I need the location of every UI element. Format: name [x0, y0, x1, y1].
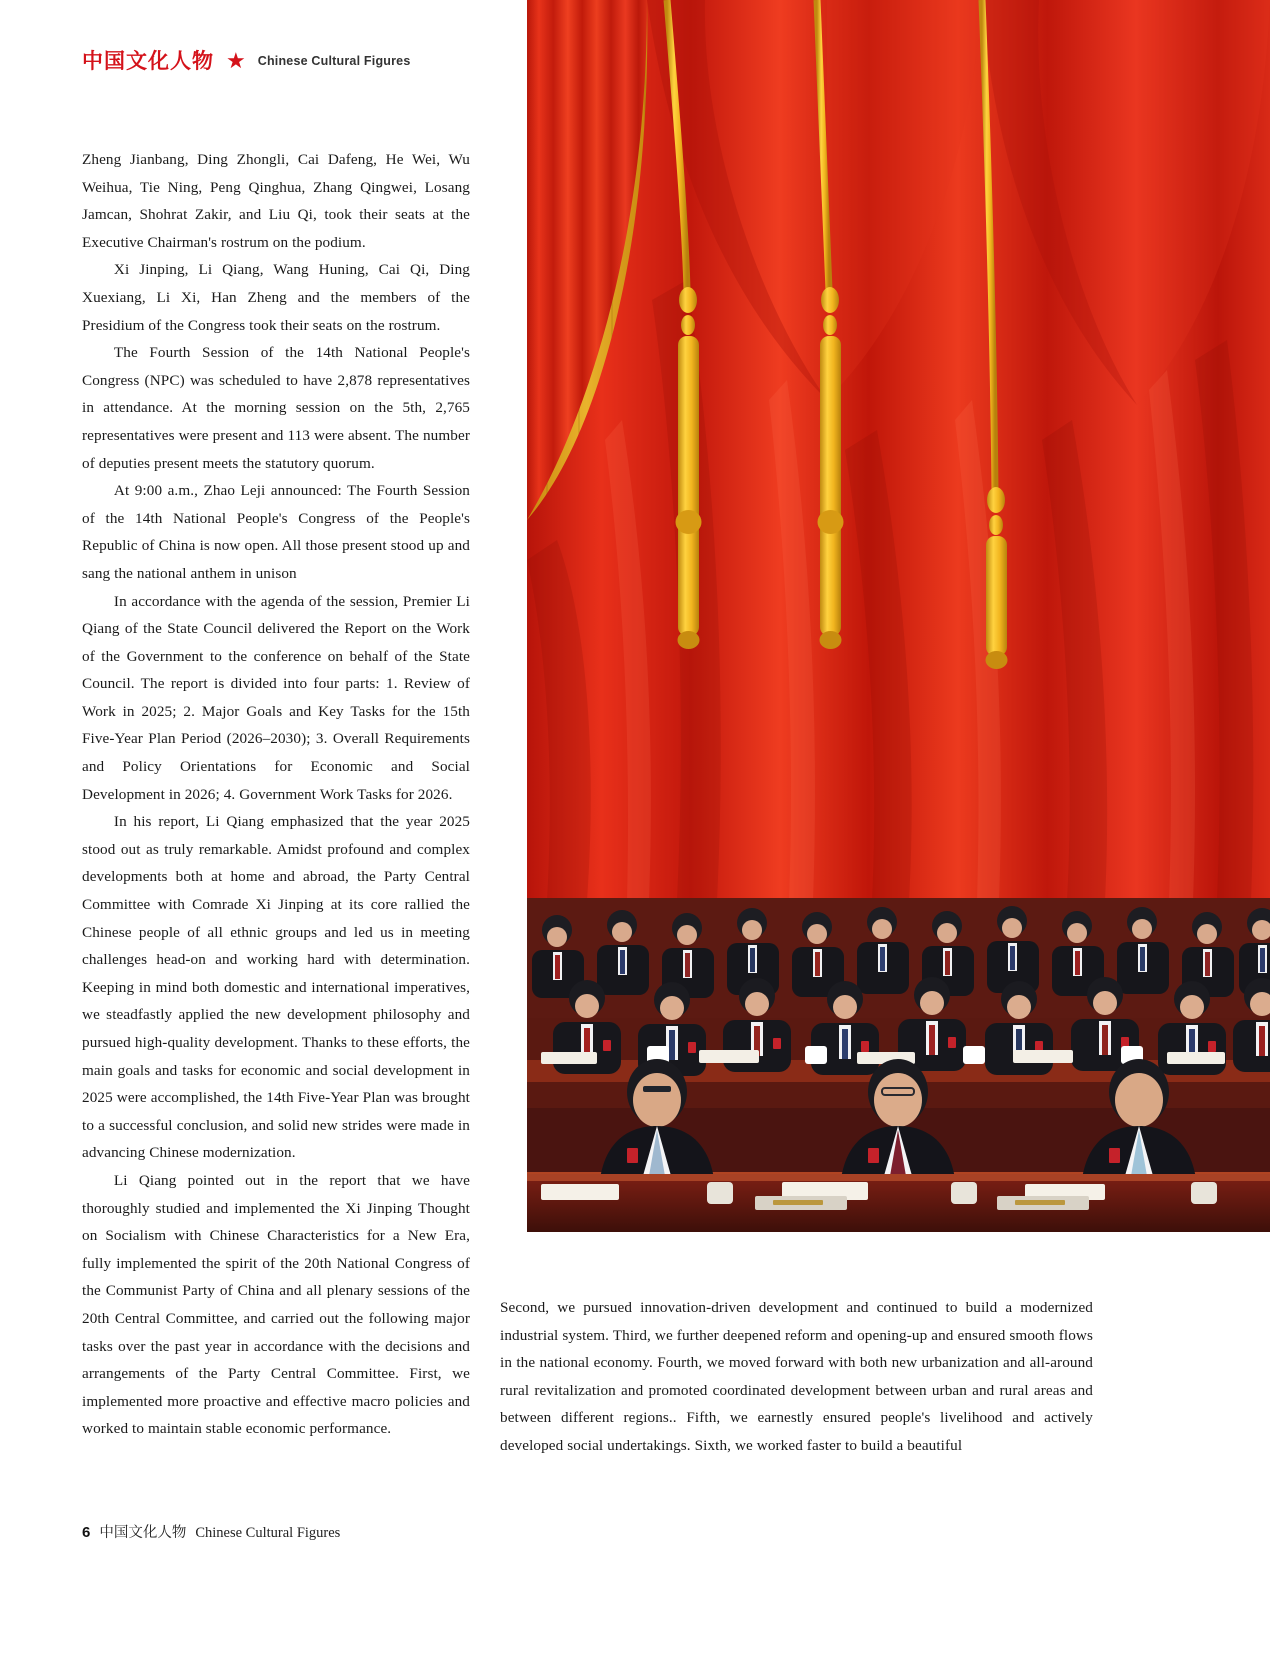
npc-session-great-hall-photo [527, 0, 1270, 1232]
paragraph: The Fourth Session of the 14th National People's Congress (NPC) was scheduled to have 2,878 representatives in attendance. At the morning session on the 5th, 2,765 representatives were present and 113 were absent. The number of deputies present meets the statutory quorum. [82, 344, 470, 472]
paragraph: At 9:00 a.m., Zhao Leji announced: The Fourth Session of the 14th National People's Congress of the People's Republic of China is now open. All those present stood up and sang the national anthem in unison [82, 482, 470, 582]
masthead-chinese-title: 中国文化人物 [82, 48, 214, 73]
red-star-icon: ★ [226, 48, 246, 73]
masthead [82, 44, 410, 78]
page-number: 6 [82, 1524, 91, 1541]
paragraph: Li Qiang pointed out in the report that we have thoroughly studied and implemented the Xi Jinping Thought on Socialism with Chinese Characteristics for a New Era, fully implemented the spirit of the 20th National Congress of the Communist Party of China and all plenary sessions of the 20th Central Committee, and carried out the following major tasks over the past year in accordance with the decisions and arrangements of the Party Central Committee. First, we implemented more proactive and effective macro policies and worked to maintain stable economic performance. [82, 1171, 470, 1438]
footer-english-title: Chinese Cultural Figures [195, 1525, 341, 1541]
article-right-column [500, 1294, 1093, 1460]
paragraph: Zheng Jianbang, Ding Zhongli, Cai Dafeng, He Wei, Wu Weihua, Tie Ning, Peng Qinghua, Zhang Qingwei, Losang Jamcan, Shohrat Zakir, and Liu Qi, took their seats at the Executive Chairman's rostrum on the podium. [82, 151, 470, 251]
article-left-column [82, 146, 470, 1443]
paragraph: Second, we pursued innovation-driven development and continued to build a modernized industrial system. Third, we further deepened reform and opening-up and ensured smooth flows in the national economy. Fourth, we moved forward with both new urbanization and all-around rural revitalization and promoted coordinated development between urban and rural areas and between different regions.. Fifth, we earnestly ensured people's livelihood and actively developed social undertakings. Sixth, we worked faster to build a beautiful [500, 1299, 1093, 1454]
masthead-english-title: Chinese Cultural Figures [257, 54, 411, 68]
footer-chinese-title: 中国文化人物 [99, 1525, 187, 1541]
paragraph: Xi Jinping, Li Qiang, Wang Huning, Cai Qi, Ding Xuexiang, Li Xi, Han Zheng and the members of the Presidium of the Congress took their seats on the rostrum. [82, 261, 470, 334]
page-footer [82, 1521, 340, 1542]
paragraph: In his report, Li Qiang emphasized that the year 2025 stood out as truly remarkable. Amidst profound and complex developments both at home and abroad, the Party Central Committee with Comrade Xi Jinping at its core rallied the Chinese people of all ethnic groups and led us in meeting challenges head-on and working hard with determination. Keeping in mind both domestic and international imperatives, we steadfastly applied the new development philosophy and pursued high-quality development. Thanks to these efforts, the main goals and tasks for economic and social development in 2025 were accomplished, the 14th Five-Year Plan was brought to a successful conclusion, and solid new strides were made in advancing Chinese modernization. [82, 813, 470, 1162]
paragraph: In accordance with the agenda of the session, Premier Li Qiang of the State Council delivered the Report on the Work of the Government to the conference on behalf of the State Council. The report is divided into four parts: 1. Review of Work in 2025; 2. Major Goals and Key Tasks for the 15th Five-Year Plan Period (2026–2030); 3. Overall Requirements and Policy Orientations for Economic and Social Development in 2026; 4. Government Work Tasks for 2026. [82, 592, 470, 803]
audience-rows [527, 898, 1270, 1232]
photo-illustration [527, 0, 1270, 1232]
